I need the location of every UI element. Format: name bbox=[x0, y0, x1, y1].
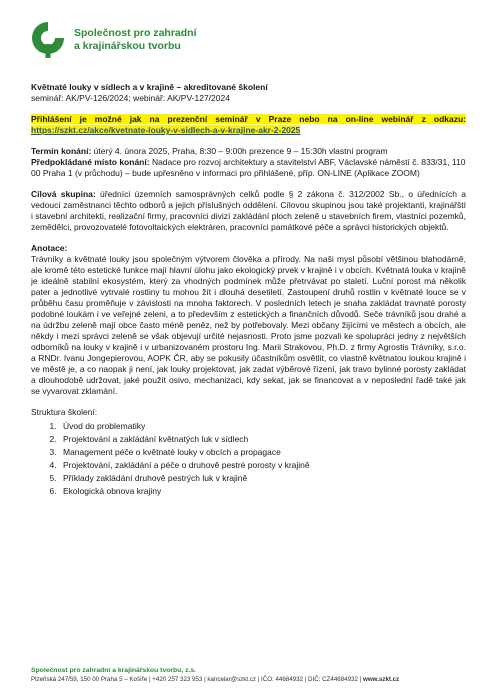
registration-paragraph bbox=[31, 114, 466, 136]
footer-contact-line bbox=[31, 675, 471, 684]
target-group-label: Cílová skupina: bbox=[31, 189, 96, 199]
footer-contact: Plzeňská 247/59, 150 00 Praha 5 – Košíře | +420 257 323 953 | kancelar@szkt.cz | IČO: 44684932 | DIČ: CZ44684932 | bbox=[31, 676, 362, 683]
organization-name bbox=[74, 27, 197, 53]
structure-item: 3. Management péče o květnaté louky v obcích a propagace bbox=[59, 447, 466, 458]
footer-organization: Společnost pro zahradní a krajinářskou tvorbu, z.s. bbox=[31, 667, 197, 674]
document-body bbox=[31, 82, 466, 499]
annotation-heading: Anotace: bbox=[31, 243, 68, 253]
structure-item: 5. Příklady zakládání druhově pestrých luk v krajině bbox=[59, 473, 466, 484]
place-label: Předpokládané místo konání: bbox=[31, 157, 150, 167]
structure-item: 6. Ekologická obnova krajiny bbox=[59, 486, 466, 497]
structure-item: 4. Projektování, zakládání a péče o druhově pestré porosty v krajině bbox=[59, 460, 466, 471]
organization-name-line1: Společnost pro zahradní bbox=[74, 27, 197, 39]
place-line bbox=[31, 157, 466, 179]
structure-item: 1. Úvod do problematiky bbox=[59, 421, 466, 432]
szkt-logo-icon bbox=[30, 20, 66, 60]
place-value: Nadace pro rozvoj architektury a stavitelství ABF, Václavské náměstí č. 833/31, 110 00 Praha 1 (v průchodu) – bude upřesněno v informaci pro přihlášené, příp. ON-LINE (Aplikace ZOOM) bbox=[31, 157, 466, 178]
page-header bbox=[30, 18, 197, 62]
structure-heading: Struktura školení: bbox=[31, 407, 98, 417]
page-footer bbox=[31, 666, 471, 684]
document-title: Květnaté louky v sídlech a v krajině – akreditované školení bbox=[31, 82, 268, 92]
term-value: úterý 4. února 2025, Praha, 8:30 – 9:00h prezence 9 – 15:30h vlastní program bbox=[93, 146, 388, 156]
term-label: Termín konání: bbox=[31, 146, 92, 156]
registration-text: Přihlášení je možné jak na prezenční seminář v Praze nebo na on-line webinář z odkazu: bbox=[31, 114, 466, 124]
organization-name-line2: a krajinářskou tvorbu bbox=[74, 40, 181, 52]
annotation-text: Trávníky a květnaté louky jsou společným výtvorem člověka a přírody. Na naši mysl působí většinou blahodárně, ale kromě této estetické funkce mají hlavní úlohu jako ekologický prvek v krajině i v obcích. Květnatá louka v krajině je ideálně stabilní ekosystém, který za vhodných podmínek může přetrvávat po staletí. Luční porost má několik pater a jednotlivé vytrvalé rostliny tu mohou žít i dlouhá desetiletí. Zastoupení druhů rostlin v květnaté louce se v průběhu času proměňuje v závislosti na mnoha faktorech. V posledních letech je snaha zakládat travnaté porosty podobné loukám i ve veřejné zeleni, a to především z estetických a finančních důvodů. Seče trávníků jsou drahé a na údržbu zeleně mají obce často méně peněz, než by potřebovaly. Mezi občany žijícími ve městech a obcích, ale někdy i mezi správci zeleně se však objevují určité nejasnosti. Proto jsme pozvali ke spolupráci jedny z největších odborníků na louky v krajině i v urbanizovaném prostoru Ing. Marii Strakovou, Ph.D. z firmy Agrostis Trávníky, s.r.o. a RNDr. Ivanu Jongepierovou, AOPK ČR, aby se pokusily účastníkům osvětlit, co vlastně květnatou loukou krajině i ve městě je, a co naopak ji není, jak louky projektovat, jak zadat výběrové řízení, jak travo bylinné porosty zakládat a dlouhodobě udržovat, jaké použít osivo, mechanizaci, kdy sekat, jak se financovat a v neposlední řadě také jak se vyvarovat zklamání. bbox=[31, 254, 466, 396]
structure-list bbox=[31, 421, 466, 497]
registration-link[interactable]: https://szkt.cz/akce/kvetnate-louky-v-sidlech-a-v-krajine-akr-2-2025 bbox=[31, 125, 301, 135]
seminar-codes: seminář: AK/PV-126/2024; webinář: AK/PV-127/2024 bbox=[31, 93, 230, 103]
term-line bbox=[31, 146, 466, 157]
footer-website-link[interactable]: www.szkt.cz bbox=[363, 676, 400, 683]
target-group-paragraph bbox=[31, 189, 466, 233]
target-group-value: úředníci územních samosprávných celků podle § 2 zákona č. 312/2002 Sb., o úřednících a vedoucí zaměstnanci těchto odborů a jejich příslušných oddělení. Cílovou skupinou jsou také projektanti, krajinářští i stavební architekti, realizační firmy, pracovníci divizí zakládání ploch zeleně u stavebních firem, vlastníci pozemků, zemědělci, provozovatelé fotovoltaických elektráren, pracovníci památkové péče a správci historických objektů. bbox=[31, 189, 466, 232]
structure-item: 2. Projektování a zakládání květnatých luk v sídlech bbox=[59, 434, 466, 445]
